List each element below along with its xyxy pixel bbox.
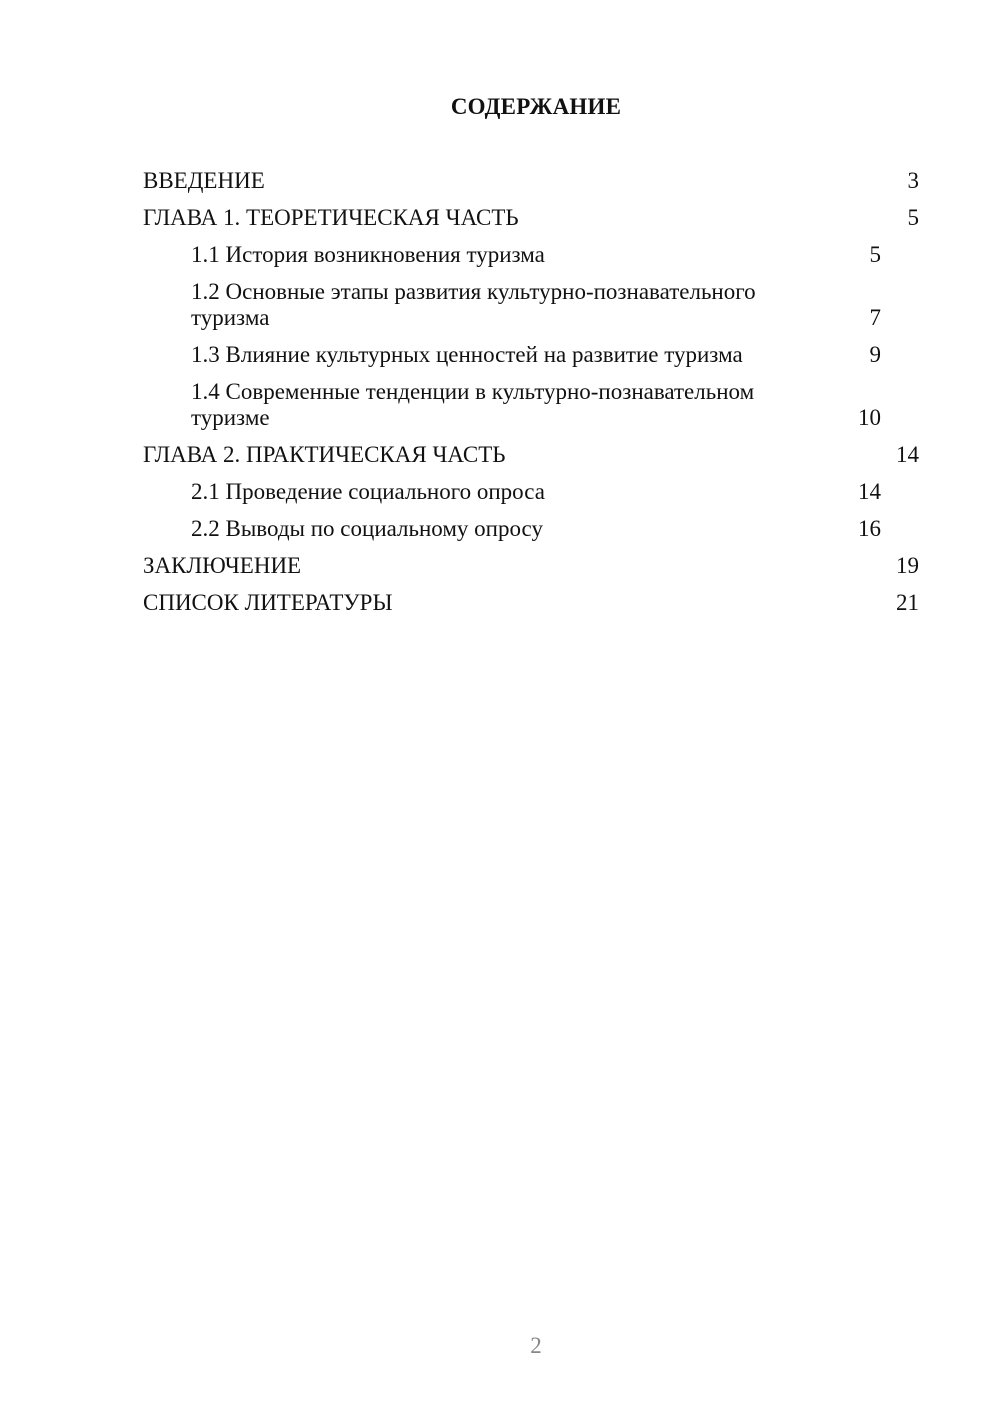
toc-entry-page: 5 xyxy=(869,242,881,267)
toc-entry-page: 21 xyxy=(896,590,919,615)
toc-entry-page: 19 xyxy=(896,553,919,578)
page-number: 2 xyxy=(530,1333,542,1358)
toc-entry-chapter-1 xyxy=(143,205,919,231)
toc-entry-page: 14 xyxy=(858,479,881,504)
toc-entry-page: 16 xyxy=(858,516,881,541)
toc-title: СОДЕРЖАНИЕ xyxy=(450,94,622,119)
toc-entry-section-1-4 xyxy=(143,379,919,431)
toc-entry-section-2-2 xyxy=(143,516,919,542)
toc-entry-page: 14 xyxy=(896,442,919,467)
table-of-contents xyxy=(143,168,919,627)
toc-entry-page: 7 xyxy=(869,305,881,330)
toc-entry-label: 2.1 Проведение социального опроса xyxy=(191,479,545,504)
toc-entry-page: 3 xyxy=(907,168,919,193)
toc-entry-section-2-1 xyxy=(143,479,919,505)
toc-entry-label: 1.2 Основные этапы развития культурно-познавательного туризма xyxy=(191,279,756,330)
toc-entry-bibliography xyxy=(143,590,919,616)
toc-entry-label: ЗАКЛЮЧЕНИЕ xyxy=(143,553,302,578)
toc-entry-introduction xyxy=(143,168,919,194)
toc-entry-section-1-2 xyxy=(143,279,919,331)
toc-entry-page: 10 xyxy=(858,405,881,430)
toc-entry-section-1-3 xyxy=(143,342,919,368)
toc-entry-label: ГЛАВА 1. ТЕОРЕТИЧЕСКАЯ ЧАСТЬ xyxy=(143,205,519,230)
toc-entry-label: 1.4 Современные тенденции в культурно-познавательном туризме xyxy=(191,379,755,430)
toc-entry-label: ГЛАВА 2. ПРАКТИЧЕСКАЯ ЧАСТЬ xyxy=(143,442,506,467)
toc-entry-label: СПИСОК ЛИТЕРАТУРЫ xyxy=(143,590,393,615)
toc-entry-page: 5 xyxy=(907,205,919,230)
toc-entry-page: 9 xyxy=(869,342,881,367)
toc-entry-chapter-2 xyxy=(143,442,919,468)
toc-entry-conclusion xyxy=(143,553,919,579)
toc-entry-label: ВВЕДЕНИЕ xyxy=(143,168,265,193)
toc-entry-label: 1.3 Влияние культурных ценностей на развитие туризма xyxy=(191,342,743,367)
toc-entry-section-1-1 xyxy=(143,242,919,268)
toc-entry-label: 1.1 История возникновения туризма xyxy=(191,242,545,267)
toc-entry-label: 2.2 Выводы по социальному опросу xyxy=(191,516,543,541)
